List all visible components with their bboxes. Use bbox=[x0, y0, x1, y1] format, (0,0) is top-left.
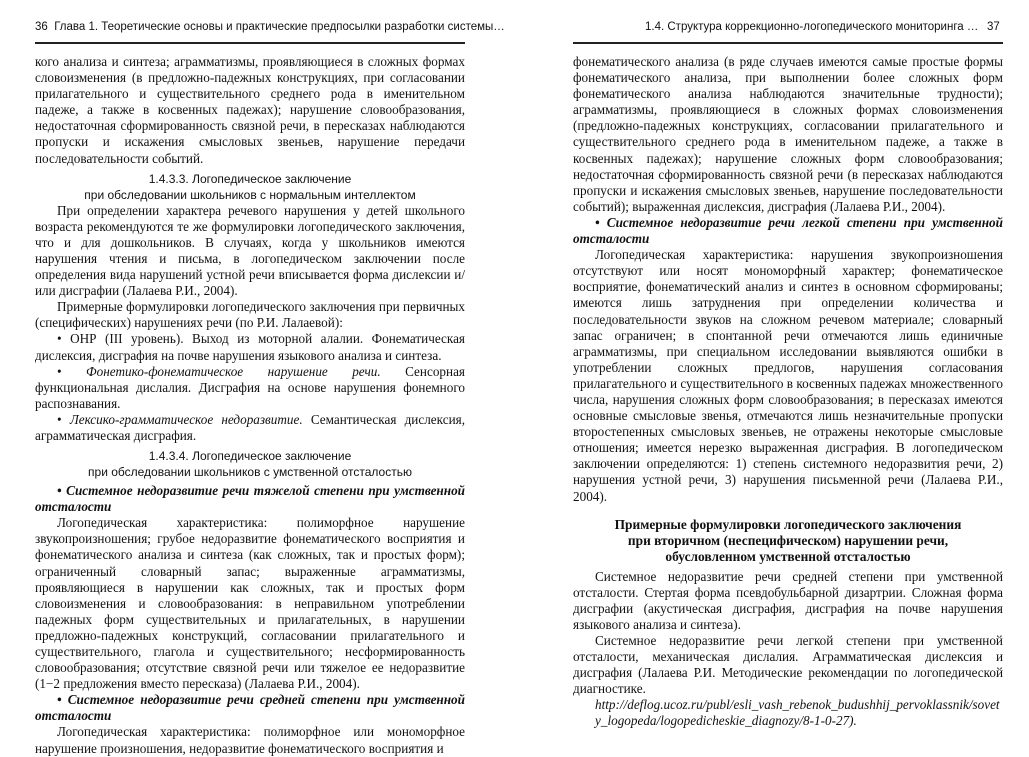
left-subheading-2 bbox=[35, 448, 465, 480]
right-bullet-1: • Системное недоразвитие речи легкой степени при умственной отсталости bbox=[573, 214, 1003, 247]
left-bullet-3-italic: Лексико-грамматическое недоразвитие. bbox=[69, 411, 303, 427]
left-subheading-1-line1: 1.4.3.3. Логопедическое заключение bbox=[148, 171, 352, 186]
right-source-url[interactable]: http://deflog.ucoz.ru/publ/esli_vash_rebenok_budushhij_pervoklassnik/sovety_logopeda/logopedicheskie_diagnozy/8-1-0-27). bbox=[595, 697, 1000, 729]
left-bullet-4: • Системное недоразвитие речи тяжелой степени при умственной отсталости bbox=[35, 483, 465, 515]
left-bullet-2 bbox=[35, 364, 465, 412]
right-header-rule bbox=[573, 42, 1003, 44]
right-paragraph-3: Системное недоразвитие речи средней степени при умственной отсталости. Стертая форма псевдобульбарной дизартрии. Сложная форма дисграфии (акустическая дисграфия, дисграфия на почве нарушения языкового анализа и синтеза). bbox=[573, 568, 1003, 632]
left-subheading-1-line2: при обследовании школьников с нормальным интеллектом bbox=[84, 187, 416, 202]
left-bullet-2-marker: • bbox=[57, 363, 87, 379]
right-paragraph-4: Системное недоразвитие речи легкой степени при умственной отсталости, механическая дислалия. Аграмматическая дислексия и дисграфия (Лалаева Р.И. Методические рекомендации по логопедической диагностике. bbox=[573, 633, 1003, 697]
left-header-rule bbox=[35, 42, 465, 44]
left-bullet-5: • Системное недоразвитие речи средней степени при умственной отсталости bbox=[35, 692, 465, 724]
left-running-head bbox=[35, 21, 505, 33]
left-text-column bbox=[35, 54, 465, 757]
right-paragraph-1: фонематического анализа (в ряде случаев имеются самые простые формы фонематического анализа, при выполнении более сложных форм фонематического анализа наблюдаются значительные трудности); аграмматизмы, проявляющиеся в сложных формах словоизменения (предложно-падежных конструкциях, согласовании прилагательного и существительного среднего рода в именительном падеже, а также в косвенных падежах); нарушение сложных форм словообразования; недостаточная сформированность связной речи (в пересказах наблюдаются пропуски и искажения смысловых звеньев, нарушение последовательности событий); выраженная дислексия, дисграфия (Лалаева Р.И., 2004). bbox=[573, 54, 1003, 214]
right-page bbox=[515, 0, 1029, 733]
left-paragraph-5: Логопедическая характеристика: полиморфное или мономорфное нарушение произношения, недоразвитие фонематического восприятия и bbox=[35, 724, 465, 756]
right-bold-heading-line2: при вторичном (неспецифическом) нарушении речи, bbox=[627, 532, 949, 548]
left-bullet-3-text: Семантическая дислексия, аграмматическая дисграфия. bbox=[35, 411, 465, 443]
left-bullet-2-italic: Фонетико-фонематическое нарушение речи. bbox=[86, 363, 381, 379]
left-bullet-1: • ОНР (III уровень). Выход из моторной алалии. Фонематическая дислексия, дисграфия на почве нарушения языкового анализа и синтеза. bbox=[35, 331, 465, 363]
left-bullet-2-text: Сенсорная функциональная дислалия. Дисграфия на основе нарушения фонемного распознавания. bbox=[35, 363, 465, 411]
right-bold-heading bbox=[573, 517, 1003, 565]
left-bullet-3-marker: • bbox=[57, 411, 70, 427]
left-subheading-1 bbox=[35, 171, 465, 203]
left-running-title: Глава 1. Теоретические основы и практические предпосылки разработки системы… bbox=[54, 21, 505, 33]
left-paragraph-3: Примерные формулировки логопедического заключения при первичных (специфических) нарушениях речи (по Р.И. Лалаевой): bbox=[35, 299, 465, 331]
right-bold-heading-line1: Примерные формулировки логопедического заключения bbox=[614, 516, 962, 532]
left-subheading-2-line2: при обследовании школьников с умственной отсталостью bbox=[88, 465, 412, 480]
left-paragraph-2: При определении характера речевого нарушения у детей школьного возраста рекомендуются те же формулировки логопедического заключения, что и для дошкольников. В случаях, когда у школьников имеются нарушения чтения и письма, в логопедическом заключении после определения вида нарушений устной речи вписывается форма дислексии и/или дисграфии (Лалаева Р.И., 2004). bbox=[35, 202, 465, 299]
left-paragraph-4: Логопедическая характеристика: полиморфное нарушение звукопроизношения; грубое недоразвитие фонематического восприятия и фонематического анализа и синтеза (как сложных, так и простых форм); ограниченный словарный запас; выраженные аграмматизмы, проявляющиеся в нарушении как сложных, так и простых форм словоизменения и словообразования: в неправильном употреблении падежных форм существительных и прилагательных, в нарушении предложно-падежных конструкций, согласовании прилагательного и существительного, глагола и существительного; несформированность словообразования; отсутствие связной речи или тяжелое ее недоразвитие (1−2 предложения вместо пересказа) (Лалаева Р.И., 2004). bbox=[35, 515, 465, 692]
left-bullet-3 bbox=[35, 412, 465, 444]
right-paragraph-2: Логопедическая характеристика: нарушения звукопроизношения отсутствуют или носят мономорфный характер; фонематическое восприятие, фонематический анализ и синтез в основном сформированы; имеются лишь затруднения при определении количества и последовательности звуков на сложном речевом материале; словарный запас ограничен; в спонтанной речи отмечаются лишь единичные аграмматизмы, при специальном исследовании выявляются ошибки в употреблении сложных предлогов, нарушения согласования прилагательного и существительного в косвенных падежах множественного числа, нарушения сложных форм словообразования; в пересказах имеются основные смысловые звенья, отмечаются лишь незначительные пропуски второстепенных смысловых звеньев, не отражены некоторые смысловые отношения; имеется нерезко выраженная дисграфия. В логопедическом заключении определяются: 1) степень системного недоразвития речи, 2) нарушения устной речи, 3) нарушения письменной речи (Лалаева Р.И., 2004). bbox=[573, 247, 1003, 504]
left-page-number: 36 bbox=[35, 21, 48, 33]
left-subheading-2-line1: 1.4.3.4. Логопедическое заключение bbox=[148, 449, 352, 464]
right-page-number: 37 bbox=[987, 21, 1000, 33]
right-bold-heading-line3: обусловленном умственной отсталостью bbox=[665, 548, 911, 564]
left-paragraph-1: кого анализа и синтеза; аграмматизмы, проявляющиеся в сложных формах словоизменения (в предложно-падежных конструкциях, при согласовании прилагательного и существительного среднего рода в именительном падеже, а также в косвенных падежах); нарушение словообразования, недостаточная сформированность связной речи, в пересказах наблюдаются пропуски и искажения смысловых звеньев, нарушение передачи последовательности событий. bbox=[35, 54, 465, 166]
left-page bbox=[0, 0, 515, 756]
right-running-title: 1.4. Структура коррекционно-логопедического мониторинга … bbox=[645, 21, 979, 33]
right-text-column bbox=[573, 54, 1003, 730]
